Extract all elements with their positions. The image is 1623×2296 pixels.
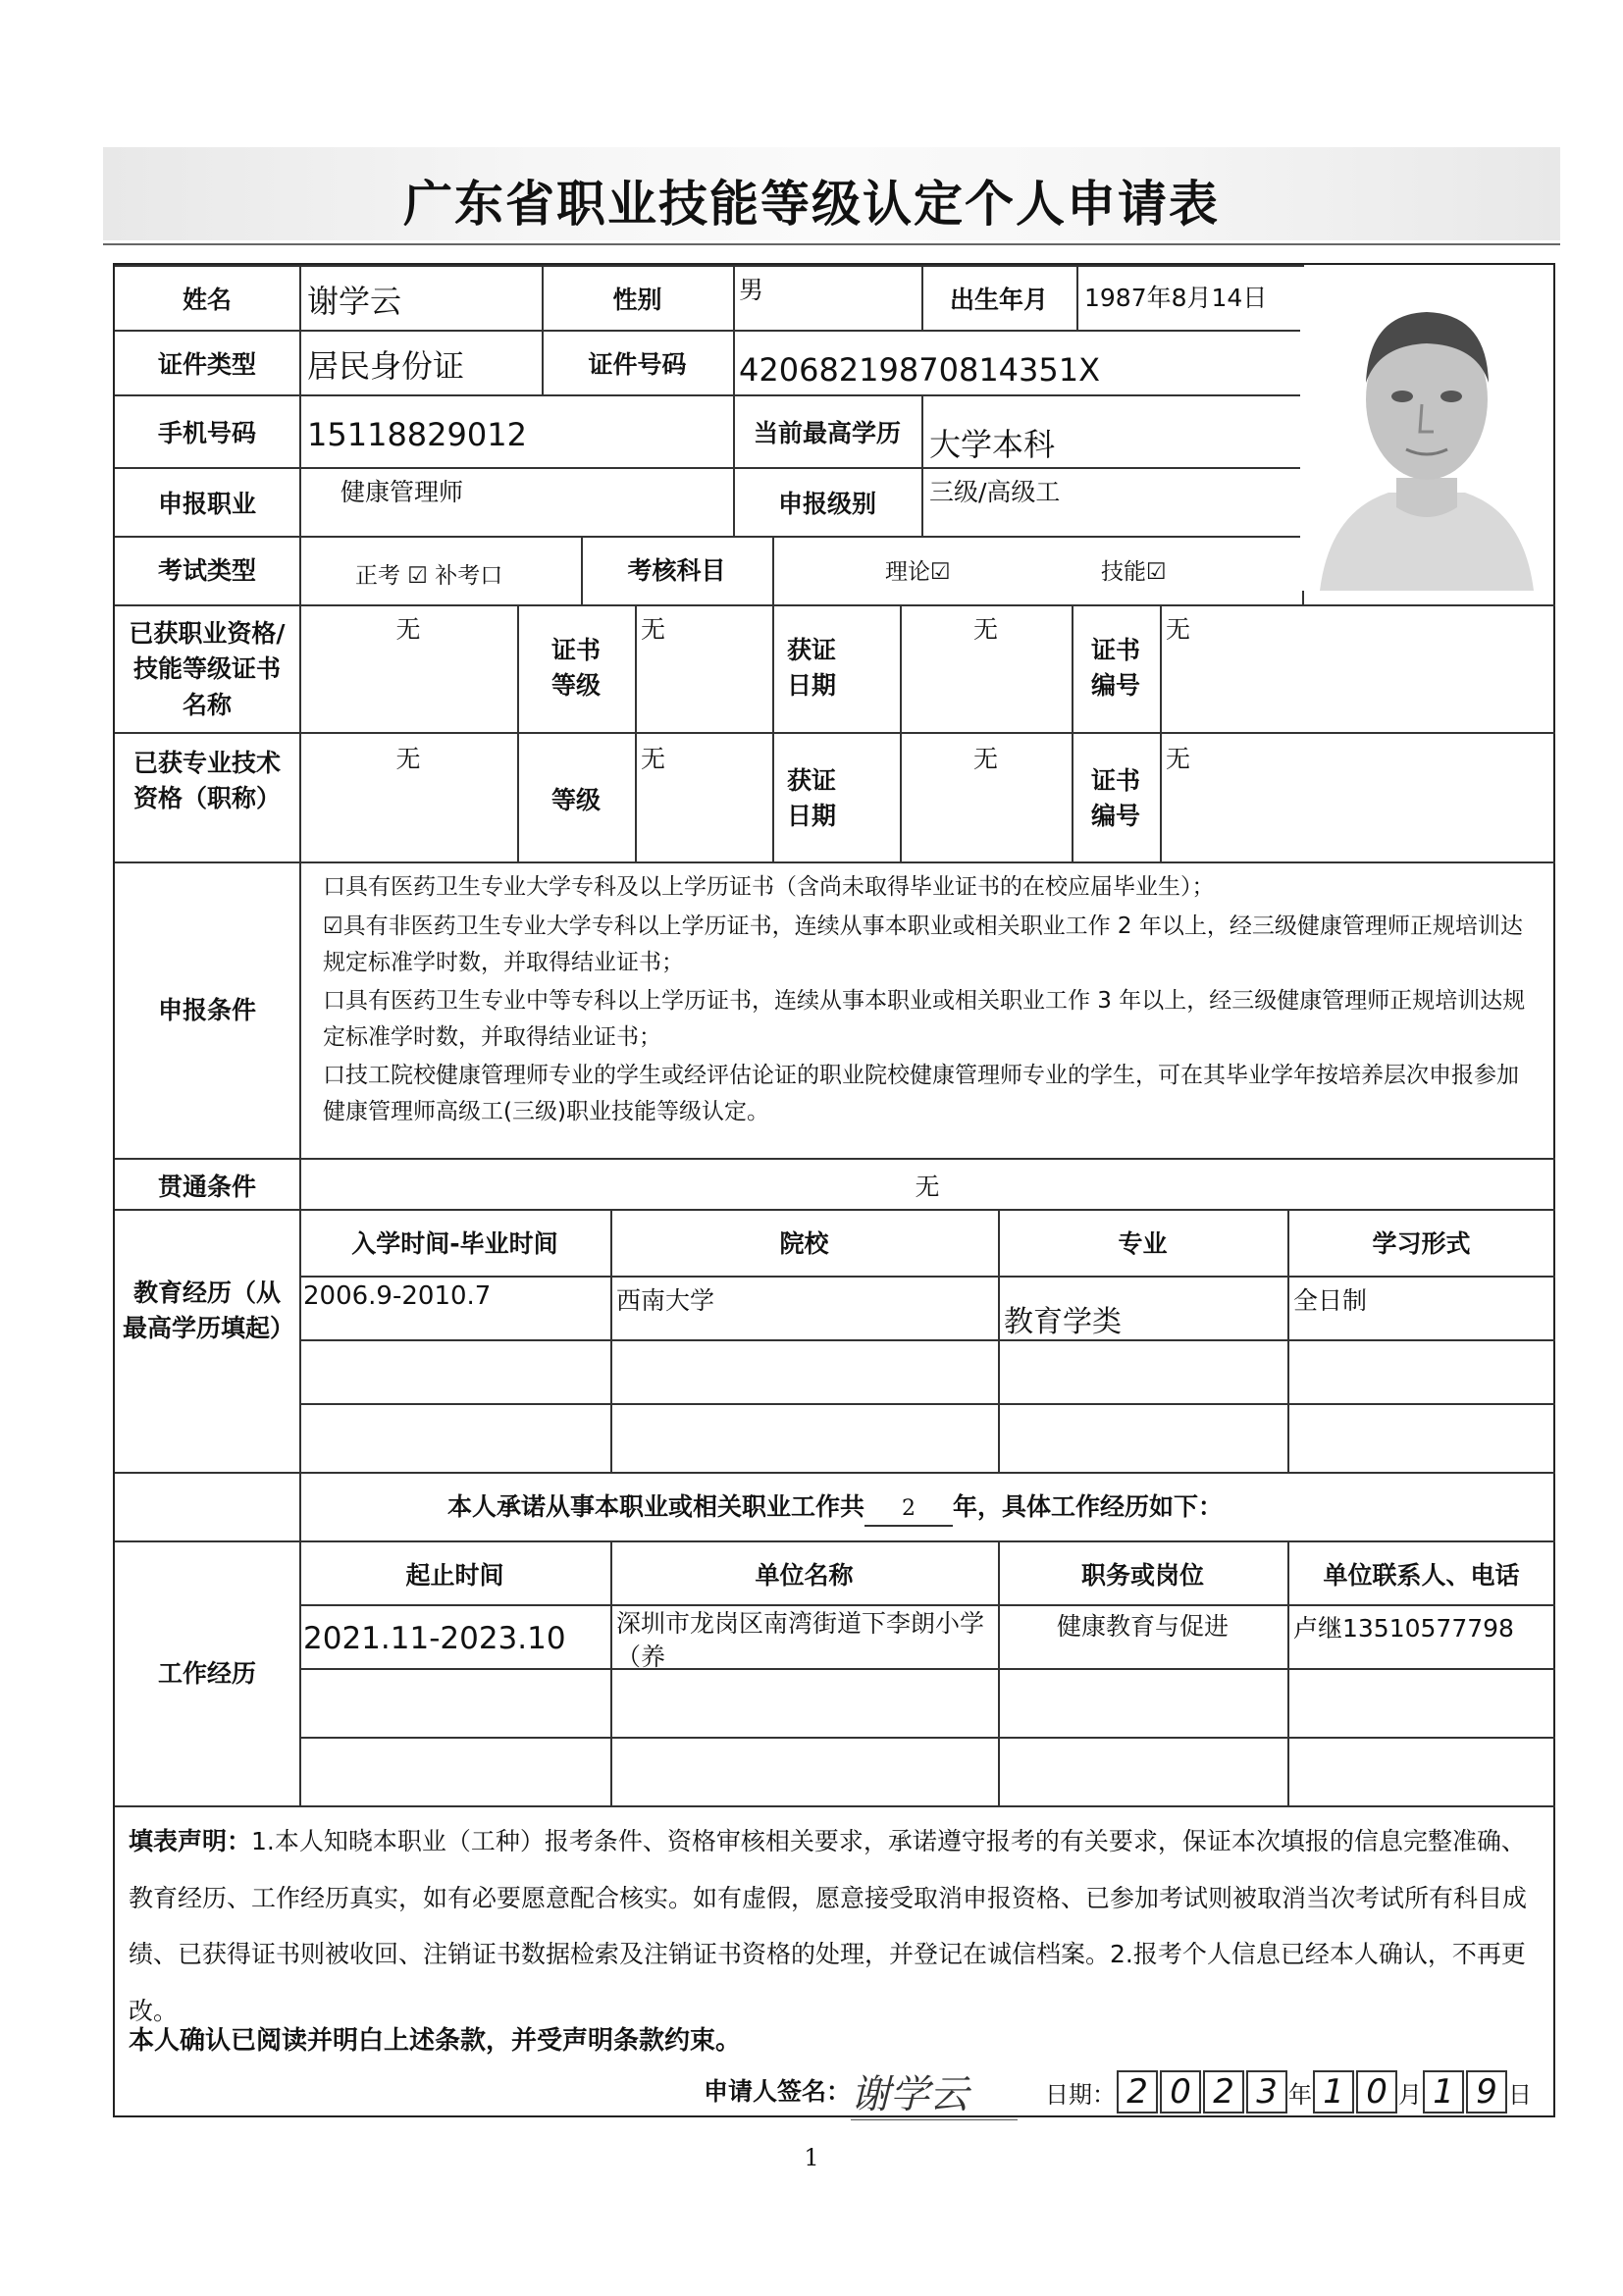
signature-row: [704, 2064, 1532, 2119]
grid-line: [115, 1805, 1555, 1807]
day-digit: 1: [1423, 2070, 1464, 2113]
job-value: 健康管理师: [340, 478, 464, 506]
name-label: 姓名: [182, 286, 232, 314]
work-row-period: 2021.11-2023.10: [303, 1621, 566, 1656]
edu-value: 大学本科: [929, 426, 1056, 463]
work-row-position: 健康教育与促进: [1056, 1612, 1229, 1641]
cert-label: 已获职业资格/技能等级证书名称: [129, 619, 286, 719]
birth-value: 1987年8月14日: [1084, 284, 1268, 312]
month-unit: 月: [1398, 2080, 1423, 2109]
grid-line: [1160, 604, 1162, 861]
declaration-head: 填表声明：: [129, 1827, 252, 1855]
exam-type-label: 考试类型: [157, 556, 256, 585]
through-label: 贯通条件: [157, 1173, 256, 1201]
edu-label: 当前最高学历: [753, 419, 901, 447]
work-header-unit: 单位名称: [755, 1561, 854, 1590]
cert-grade-label: 证书等级: [551, 636, 602, 701]
grid-line: [733, 265, 735, 330]
prof-name: 无: [395, 745, 421, 773]
promise-years: 2: [864, 1493, 953, 1527]
exam-type-value: 正考 ☑ 补考口: [355, 563, 503, 589]
grid-line: [772, 536, 774, 604]
prof-grade-label: 等级: [550, 786, 601, 814]
work-header-position: 职务或岗位: [1080, 1561, 1204, 1590]
level-value: 三级/高级工: [929, 478, 1061, 506]
prof-grade: 无: [641, 745, 666, 773]
id-type-value: 居民身份证: [307, 347, 465, 385]
prof-no-label: 证书编号: [1091, 766, 1141, 831]
page-number: 1: [804, 2144, 819, 2171]
edu-header-period: 入学时间-毕业时间: [351, 1229, 558, 1258]
education-label: 教育经历（从最高学历填起）: [123, 1278, 295, 1343]
prof-no: 无: [1166, 745, 1191, 773]
cert-no-label: 证书编号: [1091, 636, 1141, 701]
applicant-photo: [1300, 267, 1553, 591]
gender-value: 男: [739, 276, 764, 304]
grid-line: [299, 1604, 1555, 1606]
grid-line: [115, 467, 1302, 469]
subject-theory: 理论☑: [885, 559, 951, 585]
grid-line: [115, 394, 1302, 396]
work-header-period: 起止时间: [405, 1561, 504, 1590]
name-value: 谢学云: [307, 283, 402, 320]
day-unit: 日: [1508, 2080, 1533, 2109]
condition-item-2: ☑具有非医药卫生专业大学专科以上学历证书，连续从事本职业或相关职业工作 2 年以上，经三级健康管理师正规培训达规定标准学时数，并取得结业证书；: [323, 913, 1523, 975]
subject-label: 考核科目: [627, 556, 726, 585]
grid-line: [733, 330, 735, 394]
declaration-text: [129, 1813, 1542, 2039]
grid-line: [635, 604, 637, 861]
day-digit: 9: [1466, 2070, 1507, 2113]
work-promise: [115, 1489, 1555, 1527]
grid-line: [115, 604, 1555, 606]
grid-line: [115, 1158, 1555, 1160]
condition-item-1: 口具有医药卫生专业大学专科及以上学历证书（含尚未取得毕业证书的在校应届毕业生）；: [323, 874, 1215, 900]
year-digit: 2: [1117, 2070, 1158, 2113]
declaration-body: 1.本人知晓本职业（工种）报考条件、资格审核相关要求，承诺遵守报考的有关要求，保证本次填报的信息完整准确、教育经历、工作经历真实，如有必要愿意配合核实。如有虚假，愿意接受取消申报资格、已参加考试则被取消当次考试所有科目成绩、已获得证书则被收回、注销证书数据检索及注销证书资格的处理，并登记在诚信档案。2.报考个人信息已经本人确认，不再更改。: [129, 1827, 1528, 2025]
conditions-label: 申报条件: [157, 996, 256, 1024]
grid-line: [115, 536, 1302, 538]
cert-date-label: 获证日期: [787, 636, 837, 701]
work-header-contact: 单位联系人、电话: [1323, 1561, 1520, 1590]
edu-row-period: 2006.9-2010.7: [303, 1281, 492, 1311]
year-unit: 年: [1288, 2080, 1313, 2109]
cert-date: 无: [972, 615, 998, 644]
signature-handwriting: 谢学云: [851, 2063, 1018, 2120]
work-label: 工作经历: [157, 1659, 256, 1688]
year-digit: 3: [1246, 2070, 1287, 2113]
id-type-label: 证件类型: [157, 350, 256, 379]
grid-line: [517, 604, 519, 861]
grid-line: [115, 861, 1555, 863]
grid-line: [115, 732, 1555, 734]
level-label: 申报级别: [777, 490, 876, 518]
prof-date-label: 获证日期: [787, 766, 837, 831]
promise-suffix: 年，具体工作经历如下：: [953, 1492, 1224, 1521]
phone-label: 手机号码: [157, 419, 256, 447]
cert-name: 无: [395, 615, 421, 644]
grid-line: [115, 1540, 1555, 1542]
month-digit: 1: [1313, 2070, 1354, 2113]
id-no-value: 42068219870814351X: [739, 351, 1101, 389]
grid-line: [299, 1276, 1555, 1278]
edu-row-major: 教育学类: [1004, 1305, 1122, 1339]
grid-line: [299, 1737, 1555, 1739]
promise-prefix: 本人承诺从事本职业或相关职业工作共: [446, 1492, 864, 1521]
birth-label: 出生年月: [949, 286, 1048, 314]
month-digit: 0: [1356, 2070, 1397, 2113]
year-digit: 0: [1160, 2070, 1201, 2113]
grid-line: [299, 1339, 1555, 1341]
condition-item-3: 口具有医药卫生专业中等专科以上学历证书，连续从事本职业或相关职业工作 3 年以上，经三级健康管理师正规培训达规定标准学时数，并取得结业证书；: [323, 988, 1526, 1050]
grid-line: [115, 265, 1302, 267]
signature-label: 申请人签名：: [704, 2076, 852, 2106]
grid-line: [115, 1472, 1555, 1474]
declaration-confirm: 本人确认已阅读并明白上述条款，并受声明条款约束。: [129, 2026, 742, 2056]
phone-value: 15118829012: [307, 416, 527, 453]
cert-grade: 无: [641, 615, 666, 644]
edu-header-major: 专业: [1118, 1229, 1168, 1258]
grid-line: [921, 394, 923, 536]
portrait-icon: [1300, 267, 1553, 591]
through-value: 无: [915, 1173, 940, 1201]
date-label: 日期：: [1045, 2080, 1117, 2109]
work-row-contact: 卢继13510577798: [1293, 1614, 1514, 1643]
prof-label: 已获专业技术资格（职称）: [132, 749, 281, 813]
edu-row-mode: 全日制: [1293, 1286, 1368, 1315]
id-no-label: 证件号码: [588, 350, 687, 379]
edu-header-school: 院校: [779, 1229, 829, 1258]
prof-date: 无: [972, 745, 998, 773]
grid-line: [115, 330, 1302, 332]
subject-skill: 技能☑: [1101, 559, 1167, 585]
edu-row-school: 西南大学: [616, 1286, 715, 1315]
grid-line: [1076, 265, 1078, 330]
title-underline: [103, 243, 1560, 245]
year-digit: 2: [1203, 2070, 1244, 2113]
grid-line: [772, 604, 774, 861]
cert-no: 无: [1166, 615, 1191, 644]
grid-line: [115, 1209, 1555, 1211]
page-title: 广东省职业技能等级认定个人申请表: [403, 176, 1220, 233]
gender-label: 性别: [612, 286, 662, 314]
edu-header-mode: 学习形式: [1372, 1229, 1471, 1258]
work-row-unit: 深圳市龙岗区南湾街道下李朗小学（养: [616, 1609, 985, 1671]
grid-line: [299, 1403, 1555, 1405]
grid-line: [1072, 604, 1073, 861]
job-label: 申报职业: [157, 490, 256, 518]
condition-item-4: 口技工院校健康管理师专业的学生或经评估论证的职业院校健康管理师专业的学生，可在其毕业学年按培养层次申报参加健康管理师高级工(三级)职业技能等级认定。: [323, 1063, 1519, 1124]
